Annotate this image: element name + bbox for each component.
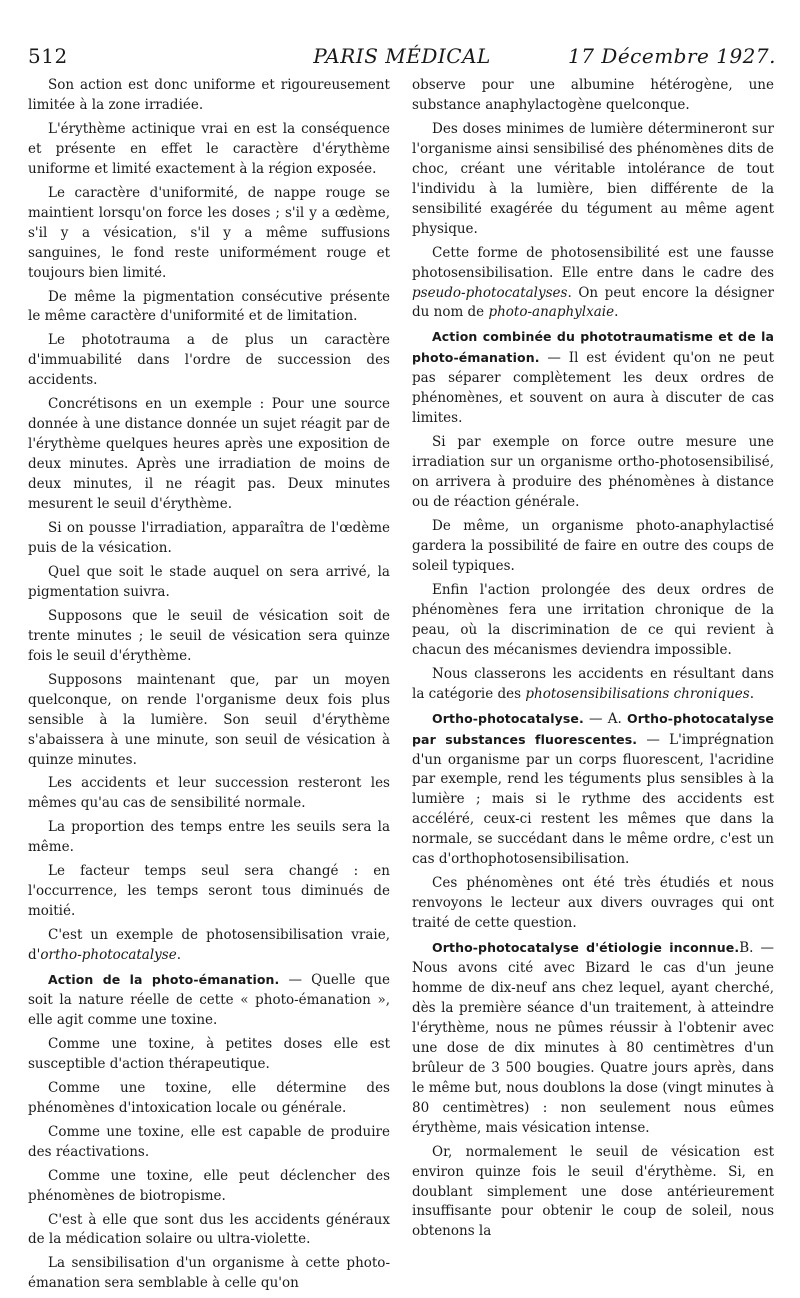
paragraph-text: C'est à elle que sont dus les accidents généraux de la médication solaire ou ultra-violette. [28, 1211, 390, 1248]
paragraph-text: Cette forme de photosensibilité est une fausse photosensibilisation. Elle entre dans le cadre des [412, 244, 774, 281]
paragraph [412, 120, 774, 240]
paragraph-text: — A. [583, 710, 628, 727]
paragraph [412, 581, 774, 661]
paragraph-text: Supposons que le seuil de vésication soit de trente minutes ; le seuil de vésication sera quinze fois le seuil d'érythème. [28, 607, 390, 664]
paragraph-text: . [749, 685, 754, 702]
paragraph-text: B. [739, 940, 761, 957]
italic-term: photosensibilisations chroniques [525, 685, 750, 702]
paragraph-text: Quel que soit le stade auquel on sera arrivé, la pigmentation suivra. [28, 563, 390, 600]
paragraph [412, 244, 774, 324]
paragraph-text: — Il est évident qu'on ne peut pas séparer complètement les deux ordres de phénomènes, et souvent on aura à discuter de cas limites. [412, 350, 774, 427]
right-column [412, 76, 774, 1246]
paragraph [28, 671, 390, 771]
paragraph-text: . [614, 304, 619, 321]
paragraph [412, 874, 774, 934]
paragraph-text: . On peut encore la désigner du nom de [412, 284, 774, 321]
paragraph-text: Les accidents et leur succession resteront les mêmes qu'au cas de sensibilité normale. [28, 775, 390, 812]
paragraph [28, 970, 390, 1031]
paragraph-text: Des doses minimes de lumière détermineront sur l'organisme ainsi sensibilisé des phénomènes dits de choc, créant une véritable intolérance de tout l'individu à la lumière, bien différente de la sensibilité exagérée du tégument au même agent physique. [412, 120, 774, 237]
paragraph [412, 938, 774, 1139]
paragraph-text: . [176, 947, 182, 964]
paragraph-text: — Quelle que soit la nature réelle de cette « photo-émanation », elle agit comme une toxine. [28, 972, 390, 1028]
paragraph [28, 184, 390, 284]
paragraph [28, 395, 390, 515]
paragraph-text: La sensibilisation d'un organisme à cette photo-émanation sera semblable à celle qu'on [28, 1255, 390, 1292]
paragraph-text: Supposons maintenant que, par un moyen quelconque, on rende l'organisme deux fois plus sensible à la lumière. Son seuil d'érythème s'abaissera à une minute, son seuil de vésication à quinze minutes. [28, 671, 390, 768]
paragraph [28, 1167, 390, 1207]
journal-title: PARIS MÉDICAL [313, 44, 491, 68]
paragraph [28, 1123, 390, 1163]
paragraph-text: observe pour une albumine hétérogène, une substance anaphylactogène quelconque. [412, 77, 774, 113]
paragraph [28, 288, 390, 328]
page-header [28, 44, 776, 74]
section-heading: Ortho-photocatalyse d'étiologie inconnue. [432, 940, 740, 956]
paragraph-text: Ces phénomènes ont été très étudiés et nous renvoyons le lecteur aux divers ouvrages qui ont traité de cette question. [412, 875, 774, 932]
paragraph-text: Comme une toxine, elle est capable de produire des réactivations. [28, 1123, 390, 1160]
left-column [28, 76, 390, 1298]
section-heading: Action combinée du phototraumatisme et de la photo-émanation. [412, 329, 774, 366]
paragraph [412, 517, 774, 577]
paragraph-text: Le phototrauma a de plus un caractère d'immuabilité dans l'ordre de succession des accidents. [28, 332, 390, 389]
paragraph [412, 665, 774, 705]
paragraph [28, 607, 390, 667]
paragraph-text: Enfin l'action prolongée des deux ordres de phénomènes fera une irritation chronique de la peau, où la discrimination de ce qui revient à chacun des mécanismes deviendra impossible. [412, 581, 774, 658]
paragraph-text: De même la pigmentation consécutive présente le même caractère d'uniformité et de limitation. [28, 288, 390, 325]
paragraph-text: Si par exemple on force outre mesure une irradiation sur un organisme ortho-photosensibilisé, on arrivera à produire des phénomènes à distance ou de réaction générale. [412, 434, 774, 511]
paragraph-text: L'érythème actinique vrai en est la conséquence et présente en effet le caractère d'érythème uniforme et limité exactement à la région exposée. [28, 120, 390, 177]
paragraph-text: Le facteur temps seul sera changé : en l'occurrence, les temps seront tous diminués de moitié. [28, 863, 390, 920]
page-number: 512 [28, 44, 68, 68]
paragraph-text: Or, normalement le seuil de vésication est environ quinze fois le seuil d'érythème. Si, en doublant simplement une dose antérieurement insuffisante pour obtenir le coup de soleil, nous obtenons la [412, 1143, 774, 1240]
paragraph-text: Comme une toxine, elle détermine des phénomènes d'intoxication locale ou générale. [28, 1079, 390, 1116]
paragraph [28, 519, 390, 559]
paragraph [412, 327, 774, 429]
paragraph-text: La proportion des temps entre les seuils sera la même. [28, 819, 390, 856]
paragraph-text: Le caractère d'uniformité, de nappe rouge se maintient lorsqu'on force les doses ; s'il y a œdème, s'il y a vésication, s'il y a même suffusions sanguines, le fond reste uniformément rouge et toujours bien limité. [28, 184, 390, 281]
paragraph [412, 1143, 774, 1243]
paragraph-text: — Nous avons cité avec Bizard le cas d'un jeune homme de dix-neuf ans chez lequel, ayant cherché, dès la première séance d'un traitement, à atteindre l'érythème, nous ne pûmes réussir à l'obtenir avec une dose de dix minutes à 80 centimètres d'un brûleur de 3 500 bougies. Quatre jours après, dans le même but, nous doublons la dose (vingt minutes à 80 centimètres) : non seulement nous eûmes érythème, mais vésication intense. [412, 940, 774, 1136]
paragraph [412, 76, 774, 116]
paragraph [28, 76, 390, 116]
paragraph [28, 818, 390, 858]
italic-term: ortho-photocatalyse [40, 947, 177, 964]
paragraph [28, 1079, 390, 1119]
paragraph [28, 120, 390, 180]
paragraph [28, 331, 390, 391]
paragraph-text: De même, un organisme photo-anaphylactisé gardera la possibilité de faire en outre des coups de soleil typiques. [412, 518, 774, 574]
paragraph [28, 926, 390, 966]
paragraph-text: Comme une toxine, elle peut déclencher des phénomènes de biotropisme. [28, 1167, 390, 1204]
paragraph [28, 1211, 390, 1251]
paragraph-text: C'est un exemple de photosensibilisation vraie, d' [28, 927, 390, 964]
paragraph-text: — L'imprégnation d'un organisme par un corps fluorescent, l'acridine par exemple, rend les téguments plus sensibles à la lumière ; mais si le rythme des accidents est accéléré, ceux-ci restent les mêmes que dans la normale, se succédant dans le même ordre, c'est un cas d'orthophotosensibilisation. [412, 731, 774, 868]
paragraph [412, 433, 774, 513]
section-heading: Ortho-photocatalyse. [432, 710, 584, 726]
paragraph [28, 862, 390, 922]
paragraph [28, 1035, 390, 1075]
paragraph [28, 563, 390, 603]
issue-date: 17 Décembre 1927. [568, 44, 776, 68]
paragraph-text: Si on pousse l'irradiation, apparaîtra de l'œdème puis de la vésication. [28, 520, 390, 556]
paragraph [412, 709, 774, 871]
paragraph [28, 774, 390, 814]
paragraph-text: Comme une toxine, à petites doses elle est susceptible d'action thérapeutique. [28, 1035, 390, 1072]
paragraph-text: Nous classerons les accidents en résultant dans la catégorie des [412, 665, 774, 702]
section-heading: Action de la photo-émanation. [48, 972, 280, 988]
paragraph-text: Son action est donc uniforme et rigoureusement limitée à la zone irradiée. [28, 77, 390, 113]
paragraph-text: Concrétisons en un exemple : Pour une source donnée à une distance donnée un sujet réagit par de l'érythème quelques heures après une exposition de deux minutes. Après une irradiation de moins de deux minutes, il ne réagit pas. Deux minutes mesurent le seuil d'érythème. [28, 396, 390, 513]
italic-term: pseudo-photocatalyses [412, 284, 568, 301]
italic-term: photo-anaphylxaie [488, 304, 615, 321]
paragraph [28, 1254, 390, 1294]
section-heading: Ortho-photocatalyse par substances fluorescentes. [412, 710, 774, 747]
